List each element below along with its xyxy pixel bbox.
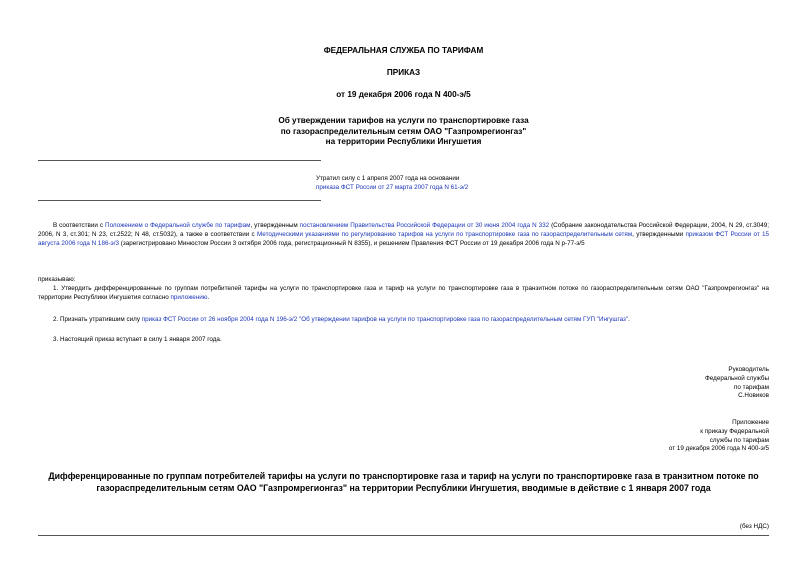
- preamble-text-5: (зарегистрировано Минюстом России 3 октября 2006 года, регистрационный N 8355), и решением Правления ФСТ России от 19 декабря 2006 года N р-77-э/5: [119, 239, 585, 247]
- table-top-rule: [38, 535, 769, 536]
- doc-title: [0, 116, 807, 148]
- annex-ref-line-3: службы по тарифам: [709, 436, 769, 444]
- annex-ref-line-4: от 19 декабря 2006 года N 400-э/5: [668, 445, 769, 453]
- order-item-2-end: .: [628, 316, 630, 323]
- preamble-paragraph: [38, 222, 769, 248]
- agency-name: ФЕДЕРАЛЬНАЯ СЛУЖБА ПО ТАРИФАМ: [323, 46, 484, 55]
- title-line-2: по газораспределительным сетям ОАО "Газпромрегионгаз": [280, 126, 527, 136]
- signature-block: [470, 366, 769, 401]
- order-item-2-text: 2. Признать утратившим силу: [53, 316, 142, 323]
- order-item-1: [38, 285, 769, 303]
- doc-date-number: от 19 декабря 2006 года N 400-э/5: [336, 90, 471, 99]
- link-appendix[interactable]: приложению: [170, 293, 208, 301]
- annex-reference: [470, 419, 769, 454]
- signature-name: С.Новиков: [738, 392, 769, 400]
- signature-line-3: по тарифам: [733, 383, 769, 391]
- divider-bottom: [38, 200, 321, 201]
- order-item-2: [38, 316, 769, 325]
- preamble-text-4: , утвержденными: [632, 230, 686, 238]
- repeal-status-text: Утратил силу с 1 апреля 2007 года на основании: [316, 175, 460, 182]
- link-fst-order-196[interactable]: приказ ФСТ России от 26 ноября 2004 года N 196-э/2 "Об утверждении тарифов на услуги по транспортировке газа по газораспределительным сетям ГУП "Ингушгаз": [141, 316, 629, 323]
- vat-note: (без НДС): [739, 523, 769, 530]
- preamble-text-1: В соответствии с: [53, 222, 106, 229]
- order-item-3: 3. Настоящий приказ вступает в силу 1 января 2007 года.: [53, 336, 222, 343]
- link-methodical-guidelines[interactable]: Методическими указаниями по регулированию тарифов на услуги по транспортировке газа по газораспределительным сетям: [256, 230, 633, 238]
- repeal-order-link[interactable]: приказа ФСТ России от 27 марта 2007 года N 61-э/2: [316, 184, 469, 191]
- signature-line-1: Руководитель: [728, 366, 769, 373]
- orders-label: приказываю:: [38, 276, 76, 283]
- annex-ref-line-1: Приложение: [732, 419, 769, 426]
- preamble-text-2: , утвержденным: [250, 222, 300, 229]
- preamble-text-3: (Собрание законодательства Российской Федерации, 2004, N 29, ст.3049; 2006, N 3, ст.301; N 23, ст.2522; N 48, ст.5032), а также в соответствии с: [38, 222, 769, 238]
- link-fst-order-186[interactable]: приказом ФСТ России от 15 августа 2006 года N 186-э/3: [38, 230, 770, 247]
- order-item-1-text: 1. Утвердить дифференцированные по группам потребителей тарифы на услуги по транспортировке газа и тариф на услуги по транспортировке газа в транзитном потоке по газораспределительным сетям ОАО "Газпромрегионгаз" на территории Республики Ингушетия согласно: [38, 285, 769, 301]
- link-government-resolution[interactable]: постановлением Правительства Российской Федерации от 30 июня 2004 года N 332: [299, 222, 550, 229]
- annex-ref-line-2: к приказу Федеральной: [700, 427, 769, 435]
- signature-line-2: Федеральной службы: [705, 374, 769, 382]
- divider-top: [38, 160, 321, 161]
- link-fst-regulation[interactable]: Положением о Федеральной службе по тарифам: [105, 222, 251, 229]
- title-line-3: на территории Республики Ингушетия: [325, 137, 482, 146]
- doc-type: ПРИКАЗ: [386, 68, 421, 77]
- title-line-1: Об утверждении тарифов на услуги по транспортировке газа: [278, 116, 529, 125]
- annex-title: Дифференцированные по группам потребителей тарифы на услуги по транспортировке газа и тариф на услуги по транспортировке газа в транзитном потоке по газораспределительным сетям ОАО "Газпромрегионгаз" на территории Республики Ингушетия, вводимые в действие с 1 января 2007 года: [48, 471, 759, 493]
- order-item-1-end: .: [207, 293, 210, 301]
